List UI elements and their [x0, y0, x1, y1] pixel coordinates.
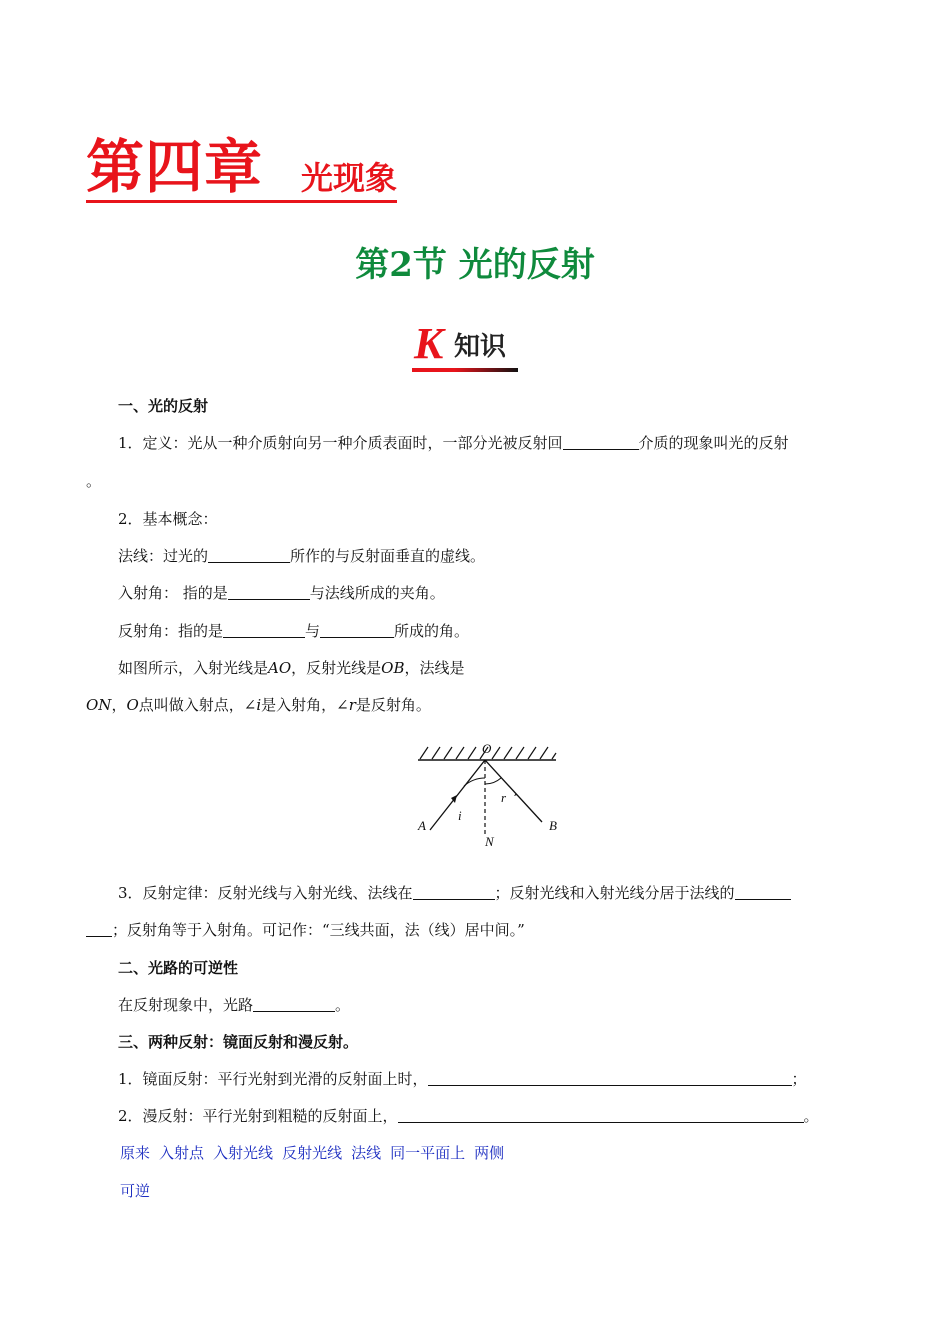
fig-text: ， — [111, 696, 127, 714]
label-i: i — [458, 808, 462, 823]
figure-description-1 — [118, 657, 465, 679]
reflection-law-line — [118, 882, 791, 904]
diffuse-reflection-line — [118, 1105, 819, 1127]
blank-3[interactable] — [228, 583, 310, 600]
normal-text-a: 法线：过光的 — [118, 547, 209, 565]
blank-8[interactable] — [253, 995, 335, 1012]
incidence-text-a: 入射角： 指的是 — [118, 584, 228, 602]
section-title: 第2节 光的反射 — [355, 245, 595, 285]
blank-5[interactable] — [320, 621, 394, 638]
blank-10[interactable] — [398, 1106, 804, 1123]
mirror-text-a: 1．镜面反射：平行光射到光滑的反射面上时， — [118, 1070, 428, 1088]
mirror-text-b: ； — [791, 1070, 807, 1088]
label-o: O — [482, 741, 492, 756]
heading-reflection: 一、光的反射 — [118, 397, 209, 415]
blank-1[interactable] — [563, 433, 639, 450]
fig-i: i — [256, 696, 262, 714]
law-text-b: ；反射光线和入射光线分居于法线的 — [494, 884, 735, 902]
reflection-law-line-2 — [86, 919, 525, 941]
reversibility-line — [118, 994, 350, 1016]
law-text-a: 3．反射定律：反射光线与入射光线、法线在 — [118, 884, 413, 902]
incidence-text-b: 与法线所成的夹角。 — [309, 584, 445, 602]
label-r: r — [501, 790, 507, 805]
blank-7[interactable] — [735, 883, 791, 900]
blank-4[interactable] — [223, 621, 305, 638]
normal-text-b: 所作的与反射面垂直的虚线。 — [290, 547, 486, 565]
blank-7-cont[interactable] — [86, 920, 112, 937]
diffuse-text-a: 2．漫反射：平行光射到粗糙的反射面上， — [118, 1107, 398, 1125]
fig-on: ON — [86, 696, 112, 714]
blank-9[interactable] — [428, 1069, 792, 1086]
incidence-angle-line — [118, 582, 445, 604]
chapter-heading — [86, 128, 397, 203]
fig-text: 是反射角。 — [355, 696, 431, 714]
reflection-text-b: 与 — [305, 622, 321, 640]
fig-ob: OB — [381, 659, 405, 677]
reversibility-text-a: 在反射现象中，光路 — [118, 996, 254, 1014]
chapter-number: 第四章 — [86, 133, 264, 201]
blank-2[interactable] — [208, 546, 290, 563]
definition-text-a: 1．定义：光从一种介质射向另一种介质表面时，一部分光被反射回 — [118, 434, 563, 452]
fig-ao: AO — [268, 659, 292, 677]
fig-text: ，反射光线是 — [291, 659, 382, 677]
fig-o: O — [126, 696, 139, 714]
reflection-text-c: 所成的角。 — [394, 622, 470, 640]
reversibility-text-b: 。 — [335, 996, 351, 1014]
fig-text: 如图所示，入射光线是 — [118, 659, 269, 677]
definition-line — [118, 432, 789, 454]
fig-r: r — [348, 696, 356, 714]
badge-letter: K — [414, 319, 444, 368]
reflection-diagram — [410, 738, 570, 852]
diffuse-text-b: 。 — [803, 1107, 819, 1125]
badge-underline — [412, 368, 518, 372]
label-b: B — [549, 818, 557, 833]
badge-text: 知识 — [454, 332, 507, 362]
angle-r-arc — [485, 778, 501, 784]
heading-reversibility: 二、光路的可逆性 — [118, 959, 239, 977]
fig-text: ，法线是 — [404, 659, 465, 677]
fig-text: 是入射角，∠ — [261, 696, 349, 714]
knowledge-badge — [412, 319, 520, 374]
definition-text-b: 介质的现象叫光的反射 — [638, 434, 789, 452]
basic-concepts: 2．基本概念： — [118, 510, 218, 528]
normal-line — [118, 545, 485, 567]
law-text-c: ；反射角等于入射角。可记作：“三线共面，法（线）居中间。” — [112, 921, 525, 939]
fig-text: 点叫做入射点，∠ — [138, 696, 257, 714]
reflection-angle-line — [118, 620, 469, 642]
figure-description-2 — [86, 694, 431, 716]
heading-two-reflections: 三、两种反射：镜面反射和漫反射。 — [118, 1033, 359, 1051]
answers-line-1: 原来 入射点 入射光线 反射光线 法线 同一平面上 两侧 — [120, 1144, 505, 1162]
answers-line-2: 可逆 — [120, 1182, 151, 1200]
mirror-reflection-line — [118, 1068, 807, 1090]
blank-6[interactable] — [413, 883, 495, 900]
definition-end: 。 — [86, 472, 102, 490]
label-n: N — [485, 834, 494, 849]
reflection-text-a: 反射角：指的是 — [118, 622, 224, 640]
label-a: A — [418, 818, 426, 833]
chapter-title: 光现象 — [301, 159, 398, 197]
